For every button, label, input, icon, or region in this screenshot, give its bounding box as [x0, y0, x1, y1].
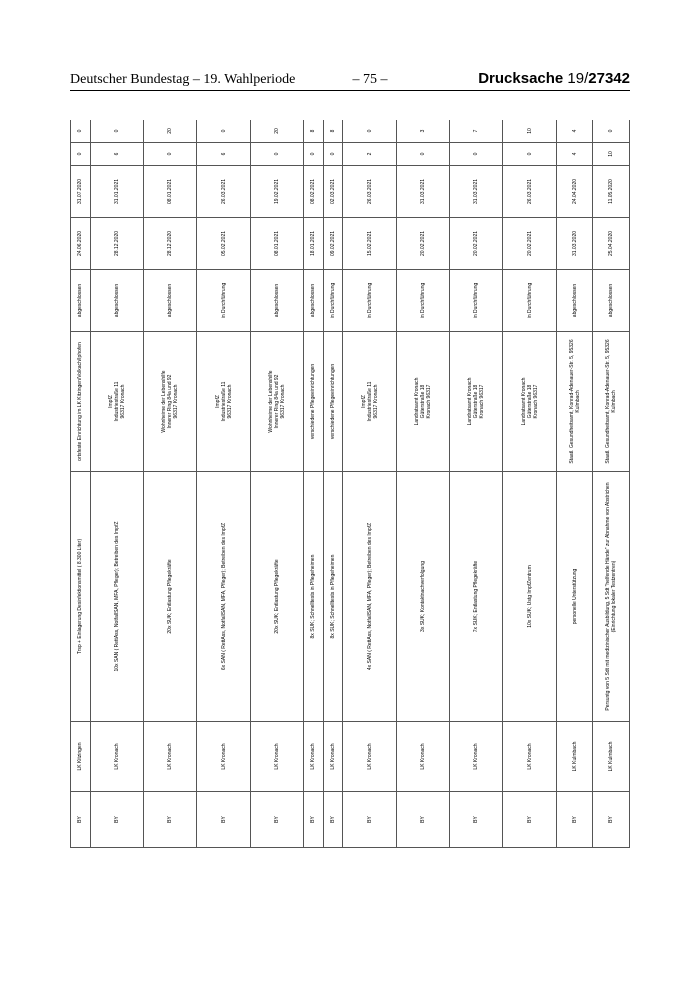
cell-b: 0 [197, 120, 250, 143]
cell-b: 0 [343, 120, 396, 143]
cell-land: BY [144, 792, 197, 848]
cell-line: Güterstraße 18 [419, 384, 426, 419]
table-row [197, 120, 250, 848]
table-row [343, 120, 396, 848]
cell-ort [323, 332, 343, 472]
table-row [556, 120, 593, 848]
cell-a: 0 [323, 143, 343, 166]
cell-status: abgeschlossen [144, 270, 197, 332]
cell-kreis: LK Kronach [197, 722, 250, 792]
cell-a: 4 [556, 143, 593, 166]
cell-art: 6x SAN ( RettAss, NotfallSAN, MFA, Pfleger); Betreiben des ImpfZ [197, 472, 250, 722]
cell-ende: 08.01.2021 [144, 166, 197, 218]
cell-b: 8 [304, 120, 324, 143]
cell-line: Kronach 96317 [479, 384, 486, 419]
cell-art: Trsp + Einlagerung Desinfektionsmittel ( 8.300 Liter) [71, 472, 91, 722]
cell-ende: 31.07.2020 [71, 166, 91, 218]
cell-a: 2 [343, 143, 396, 166]
cell-ort [304, 332, 324, 472]
cell-ende: 31.03.2021 [450, 166, 503, 218]
table-row [144, 120, 197, 848]
cell-art: 8x SUK; Schnelltests in Pflegeheimen [323, 472, 343, 722]
cell-line: 96317 Kronach [226, 384, 233, 419]
cell-line: Kronach 96317 [532, 384, 539, 419]
cell-line: Staatl. Gesundheitsamt, Konrad-Adenauer-Str. 5, 95326 [568, 339, 575, 464]
cell-b: 20 [144, 120, 197, 143]
cell-line: Industriestraße 11 [113, 381, 120, 422]
cell-ende: 19.02.2021 [250, 166, 303, 218]
table-row [450, 120, 503, 848]
cell-land: BY [250, 792, 303, 848]
page-number: – 75 – [352, 72, 388, 87]
cell-status: in Durchführung [450, 270, 503, 332]
cell-beginn: 18.01.2021 [304, 218, 324, 270]
cell-kreis: LK Kulmbach [593, 722, 630, 792]
cell-kreis: LK Kronach [250, 722, 303, 792]
cell-ende: 26.03.2021 [197, 166, 250, 218]
cell-kreis: LK Kronach [503, 722, 556, 792]
cell-b: 4 [556, 120, 593, 143]
cell-line: Wohnheime der Lebenshilfe [267, 370, 274, 433]
cell-land: BY [503, 792, 556, 848]
cell-line: 96317 Kronach [173, 384, 180, 419]
cell-ende: 31.03.2021 [396, 166, 449, 218]
cell-kreis: LK Kronach [144, 722, 197, 792]
cell-line: Industriestraße 11 [366, 381, 373, 422]
cell-status: in Durchführung [197, 270, 250, 332]
page-header [70, 70, 630, 92]
cell-status: in Durchführung [343, 270, 396, 332]
cell-land: BY [90, 792, 143, 848]
cell-status: in Durchführung [396, 270, 449, 332]
cell-line: Landratsamt Kronach [467, 377, 474, 426]
cell-kreis: LK Kronach [450, 722, 503, 792]
cell-land: BY [396, 792, 449, 848]
cell-land: BY [593, 792, 630, 848]
cell-art: 10x SAN ( RettAss, NotfallSAN, MFA, Pfleger); Betreiben des ImpfZ [90, 472, 143, 722]
cell-ort [71, 332, 91, 472]
cell-line: Staatl. Gesundheitsamt, Konrad-Adenauer-Str. 5, 95326 [605, 339, 612, 464]
cell-ende: 11.05.2020 [593, 166, 630, 218]
cell-ende: 02.03.2021 [323, 166, 343, 218]
cell-land: BY [304, 792, 324, 848]
cell-land: BY [197, 792, 250, 848]
cell-status: abgeschlossen [556, 270, 593, 332]
cell-ort [450, 332, 503, 472]
cell-a: 6 [90, 143, 143, 166]
cell-art: 10x SUK; Ustg ImpfZentrum [503, 472, 556, 722]
cell-line: Wohnheime der Lebenshilfe [161, 370, 168, 433]
cell-status: abgeschlossen [90, 270, 143, 332]
cell-beginn: 25.04.2020 [593, 218, 630, 270]
cell-beginn: 05.02.2021 [197, 218, 250, 270]
table-row [323, 120, 343, 848]
cell-kreis: LK Kronach [90, 722, 143, 792]
cell-beginn: 28.12.2020 [90, 218, 143, 270]
cell-line: verschiedene Pflegeeinrichtungen [310, 363, 317, 440]
cell-beginn: 20.02.2021 [503, 218, 556, 270]
cell-land: BY [556, 792, 593, 848]
cell-ort [250, 332, 303, 472]
cell-kreis: LK Kronach [323, 722, 343, 792]
rotated-table [70, 120, 630, 848]
cell-status: in Durchführung [323, 270, 343, 332]
cell-art: Persuntg von 5 Sdt mit medizinischer Ausbildung, 5 Sdt "helfende Hände" zur Abnahme von Abstrichen (Einrichtung lokaler Testzentren) [593, 472, 630, 722]
cell-ort [556, 332, 593, 472]
cell-line: verschiedene Pflegeeinrichtungen [330, 363, 337, 440]
table-row [250, 120, 303, 848]
parliament-label: Deutscher Bundestag – 19. Wahlperiode [70, 72, 296, 87]
cell-ort [503, 332, 556, 472]
cell-line: Landratsamt Kronach [413, 377, 420, 426]
cell-line: Kronach 96317 [425, 384, 432, 419]
cell-line: Landratsamt Kronach [520, 377, 527, 426]
cell-ende: 24.04.2020 [556, 166, 593, 218]
cell-beginn: 20.02.2021 [396, 218, 449, 270]
cell-ende: 26.03.2021 [503, 166, 556, 218]
cell-b: 7 [450, 120, 503, 143]
cell-line: ImpfZ [107, 395, 114, 408]
cell-b: 0 [90, 120, 143, 143]
cell-art: personelle Unterstützung [556, 472, 593, 722]
cell-land: BY [71, 792, 91, 848]
cell-a: 10 [593, 143, 630, 166]
cell-art: 3x SUK; Kontaktnachverfolgung [396, 472, 449, 722]
cell-art: 7x SUK; Entlastung Pflegekräfte [450, 472, 503, 722]
cell-beginn: 20.02.2021 [450, 218, 503, 270]
cell-line: Kulmbach [611, 390, 618, 413]
table-row [503, 120, 556, 848]
cell-line: Kulmbach [574, 390, 581, 413]
deployment-table [70, 120, 630, 848]
cell-a: 0 [450, 143, 503, 166]
cell-a: 0 [396, 143, 449, 166]
cell-line: 96317 Kronach [372, 384, 379, 419]
table-row [593, 120, 630, 848]
cell-a: 6 [197, 143, 250, 166]
table-row [71, 120, 91, 848]
cell-art: 20x SUK; Entlastung Pflegekräfte [250, 472, 303, 722]
cell-line: 96317 Kronach [279, 384, 286, 419]
cell-line: Güterstraße 18 [526, 384, 533, 419]
cell-art: 4x SAN ( RettAss, NotfallSAN, MFA, Pfleger); Betreiben des ImpfZ [343, 472, 396, 722]
cell-line: Innerer Ring 84a und 92 [167, 374, 174, 429]
header-rule [70, 90, 630, 91]
cell-a: 0 [304, 143, 324, 166]
cell-line: Güterstraße 18 [473, 384, 480, 419]
cell-a: 0 [503, 143, 556, 166]
cell-ort [144, 332, 197, 472]
cell-line: 96317 Kronach [119, 384, 126, 419]
cell-art: 8x SUK; Schnelltests in Pflegeheimen [304, 472, 324, 722]
cell-ort [396, 332, 449, 472]
cell-line: Innerer Ring 84a und 92 [273, 374, 280, 429]
document-number: Drucksache 19/27342 [478, 70, 630, 87]
cell-line: ImpfZ [360, 395, 367, 408]
cell-land: BY [450, 792, 503, 848]
cell-beginn: 28.12.2020 [144, 218, 197, 270]
cell-beginn: 24.06.2020 [71, 218, 91, 270]
cell-beginn: 15.02.2021 [343, 218, 396, 270]
cell-kreis: LK Kronach [396, 722, 449, 792]
cell-beginn: 09.02.2021 [323, 218, 343, 270]
cell-b: 3 [396, 120, 449, 143]
cell-kreis: LK Kronach [304, 722, 324, 792]
cell-kreis: LK Kulmbach [556, 722, 593, 792]
table-row [90, 120, 143, 848]
cell-b: 0 [71, 120, 91, 143]
cell-status: abgeschlossen [250, 270, 303, 332]
cell-kreis: LK Kitzingen [71, 722, 91, 792]
table-row [396, 120, 449, 848]
cell-beginn: 08.01.2021 [250, 218, 303, 270]
cell-b: 20 [250, 120, 303, 143]
cell-beginn: 31.03.2020 [556, 218, 593, 270]
cell-line: Industriestraße 11 [220, 381, 227, 422]
cell-a: 0 [144, 143, 197, 166]
cell-status: abgeschlossen [593, 270, 630, 332]
cell-line: ImpfZ [214, 395, 221, 408]
cell-status: abgeschlossen [304, 270, 324, 332]
cell-status: in Durchführung [503, 270, 556, 332]
cell-ende: 08.02.2021 [304, 166, 324, 218]
cell-kreis: LK Kronach [343, 722, 396, 792]
table-frame [70, 120, 630, 848]
cell-ort [593, 332, 630, 472]
cell-land: BY [323, 792, 343, 848]
cell-ort [90, 332, 143, 472]
cell-b: 0 [593, 120, 630, 143]
table-row [304, 120, 324, 848]
cell-b: 8 [323, 120, 343, 143]
cell-ende: 31.01.2021 [90, 166, 143, 218]
cell-line: ortsfeste Einrichtung im LK Kitzingen/Volkach/Iphofen [77, 342, 84, 461]
cell-ort [343, 332, 396, 472]
cell-status: abgeschlossen [71, 270, 91, 332]
cell-land: BY [343, 792, 396, 848]
cell-a: 0 [250, 143, 303, 166]
cell-a: 0 [71, 143, 91, 166]
cell-ende: 26.03.2021 [343, 166, 396, 218]
cell-b: 10 [503, 120, 556, 143]
cell-ort [197, 332, 250, 472]
cell-art: 20x SUK; Entlastung Pflegekräfte [144, 472, 197, 722]
